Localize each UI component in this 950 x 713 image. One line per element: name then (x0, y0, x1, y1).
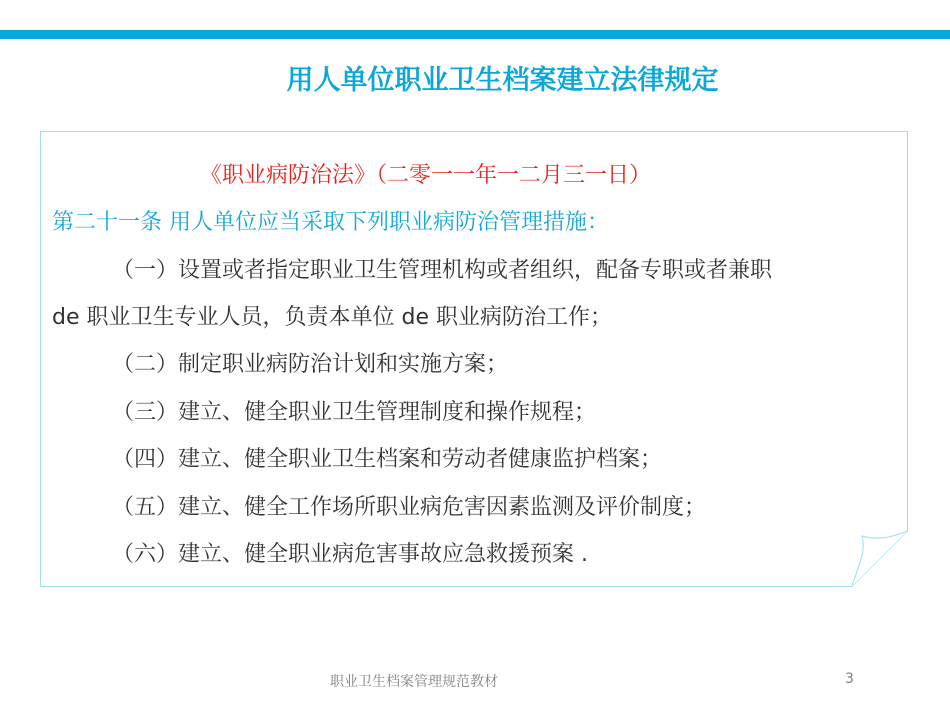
page-number: 3 (845, 671, 854, 687)
slide-title: 用人单位职业卫生档案建立法律规定 (286, 65, 719, 96)
list-item: （三）建立、健全职业卫生管理制度和操作规程； (112, 400, 597, 425)
top-accent-bar (0, 30, 950, 39)
list-item: （二）制定职业病防治计划和实施方案； (112, 352, 509, 377)
article-heading: 第二十一条 用人单位应当采取下列职业病防治管理措施： (52, 210, 609, 235)
list-item: （四）建立、健全职业卫生档案和劳动者健康监护档案； (112, 447, 663, 472)
list-item: de 职业卫生专业人员，负责本单位 de 职业病防治工作； (52, 305, 612, 330)
list-item: （五）建立、健全工作场所职业病危害因素监测及评价制度； (112, 495, 707, 520)
list-item: （一）设置或者指定职业卫生管理机构或者组织，配备专职或者兼职 (112, 258, 773, 283)
law-heading: 《职业病防治法》（二零一一年一二月三一日） (200, 163, 652, 188)
list-item: （六）建立、健全职业病危害事故应急救援预案 . (112, 542, 588, 567)
footer-text: 职业卫生档案管理规范教材 (330, 674, 498, 690)
